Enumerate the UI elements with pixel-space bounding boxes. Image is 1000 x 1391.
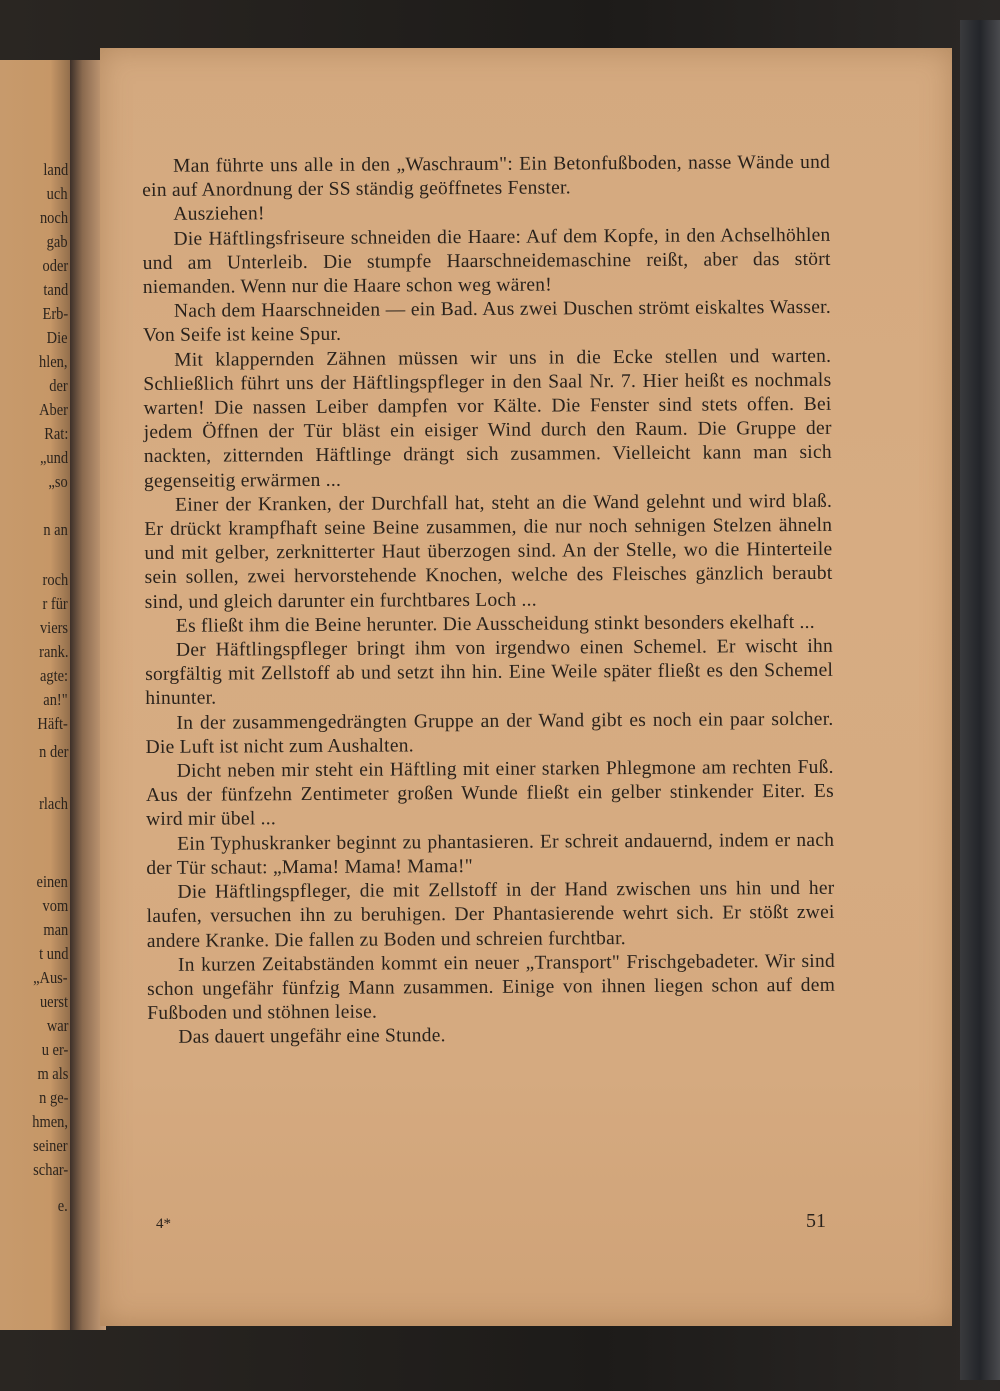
left-page-fragment: uerst <box>39 992 68 1011</box>
left-page-fragment: gab <box>47 232 68 251</box>
left-page-fragment: der <box>49 376 68 395</box>
paragraph: Die Häftlingspfleger, die mit Zellstoff in der Hand zwischen uns hin und her laufen, versuchen ihn zu beruhigen. Der Phantasierende wehrt sich. Er stößt zwei andere Kranke. Die fallen zu Boden und schreien furchtbar. <box>146 877 835 952</box>
left-page-fragment: schar- <box>32 1160 68 1179</box>
left-page-fragment: land <box>43 160 68 179</box>
left-page-fragment: hlen, <box>39 352 68 371</box>
left-page-fragment: uch <box>47 184 68 203</box>
paragraph: Dicht neben mir steht ein Häftling mit einer starken Phlegmone am rechten Fuß. Aus der fünfzehn Zentimeter großen Wunde fließt ein gelber stinkender Eiter. Es wird mir übel ... <box>145 756 834 831</box>
left-page-fragment: m als <box>37 1064 68 1083</box>
left-page-fragment: roch <box>42 570 68 589</box>
left-page-fragment: „so <box>48 472 68 491</box>
paragraph: Die Häftlingsfriseure schneiden die Haare: Auf dem Kopfe, in den Achselhöhlen und am Unterleib. Die stumpfe Haarschneidemaschine reißt, aber das stört niemanden. Wenn nur die Haare schon weg wären! <box>142 224 831 299</box>
left-page-fragment: war <box>46 1016 68 1035</box>
left-page-fragment: n ge- <box>38 1088 68 1107</box>
left-page-fragment: tand <box>43 280 68 299</box>
paragraph: In kurzen Zeitabständen kommt ein neuer „Transport" Frischgebadeter. Wir sind schon ungefähr fünfzig Mann zusammen. Einige von ihnen liegen schon auf dem Fußboden und stöhnen leise. <box>147 950 836 1025</box>
paragraph: Mit klappernden Zähnen müssen wir uns in die Ecke stellen und warten. Schließlich führt uns der Häftlingspfleger in den Saal Nr. 7. Hier heißt es nochmals warten! Die nassen Leiber dampfen vor Kälte. Die Fenster sind stets offen. Bei jedem Öffnen der Tür bläst ein eisiger Wind durch den Raum. Die Gruppe der nackten, zitternden Häftlinge drängt sich zusammen. Vielleicht kann man sich gegenseitig erwärmen ... <box>143 345 832 492</box>
left-page-fragment: an!" <box>43 690 68 709</box>
left-page-fragment: viers <box>39 618 68 637</box>
left-page-fragment: rank. <box>38 642 68 661</box>
left-page-fragment: r für <box>42 594 68 613</box>
book-cover-edge <box>960 20 1000 1380</box>
left-page-fragment: u er- <box>41 1040 68 1059</box>
left-page-fragment: rlach <box>39 794 68 813</box>
paragraph: Einer der Kranken, der Durchfall hat, steht an die Wand gelehnt und wird blaß. Er drückt krampfhaft seine Beine zusammen, die nur noch sehnigen Stelzen ähneln und mit gelber, zerknitterter Haut überzogen sind. An der Stelle, wo die Hinterteile sein sollen, zwei hervorstehende Knochen, welche des Fleisches gänzlich beraubt sind, und gleich darunter ein furchtbares Loch ... <box>144 490 833 613</box>
body-text <box>142 151 835 1051</box>
paragraph: Ausziehen! <box>173 203 265 226</box>
left-page-fragment: man <box>43 920 68 939</box>
left-page-fragment: oder <box>42 256 68 275</box>
paragraph: Es fließt ihm die Beine herunter. Die Ausscheidung stinkt besonders ekelhaft ... <box>175 611 815 637</box>
left-page-fragment: hmen, <box>32 1112 68 1131</box>
paragraph: Der Häftlingspfleger bringt ihm von irgendwo einen Schemel. Er wischt ihn sorgfältig mit Zellstoff ab und setzt ihn hin. Eine Weile später fließt es den Schemel hinunter. <box>145 635 834 710</box>
left-page-fragment: „Aus- <box>33 968 68 987</box>
left-page-fragment: n der <box>38 742 68 761</box>
page-number: 51 <box>806 1210 826 1232</box>
left-page-fragment: Aber <box>39 400 68 419</box>
left-page-fragment: Die <box>47 328 68 347</box>
left-page-fragment: n an <box>43 520 68 539</box>
paragraph: Man führte uns alle in den „Waschraum": Ein Betonfußboden, nasse Wände und ein auf Anordnung der SS ständig geöffnetes Fenster. <box>142 151 831 202</box>
left-page-fragment: „und <box>39 448 68 467</box>
left-page-fragment: vom <box>42 896 68 915</box>
left-page <box>0 60 72 1330</box>
left-page-fragment: e. <box>57 1196 68 1215</box>
left-page-fragment: seiner <box>33 1136 68 1155</box>
left-page-fragment: einen <box>36 872 68 891</box>
left-page-fragment: Häft- <box>37 714 68 733</box>
left-page-fragment: t und <box>38 944 68 963</box>
left-page-fragment: agte: <box>39 666 68 685</box>
paragraph: In der zusammengedrängten Gruppe an der Wand gibt es noch ein paar solcher. Die Luft ist nicht zum Aushalten. <box>145 708 834 758</box>
left-page-fragment: Rat: <box>43 424 68 443</box>
paragraph: Das dauert ungefähr eine Stunde. <box>178 1025 446 1049</box>
paragraph: Nach dem Haarschneiden — ein Bad. Aus zwei Duschen strömt eiskaltes Wasser. Von Seife ist keine Spur. <box>143 297 832 347</box>
paragraph: Ein Typhuskranker beginnt zu phantasieren. Er schreit andauernd, indem er nach der Tür schaut: „Mama! Mama! Mama!" <box>146 829 835 879</box>
left-page-fragment: Erb- <box>42 304 68 323</box>
left-page-fragment: noch <box>39 208 68 227</box>
signature-mark: 4* <box>156 1216 171 1232</box>
